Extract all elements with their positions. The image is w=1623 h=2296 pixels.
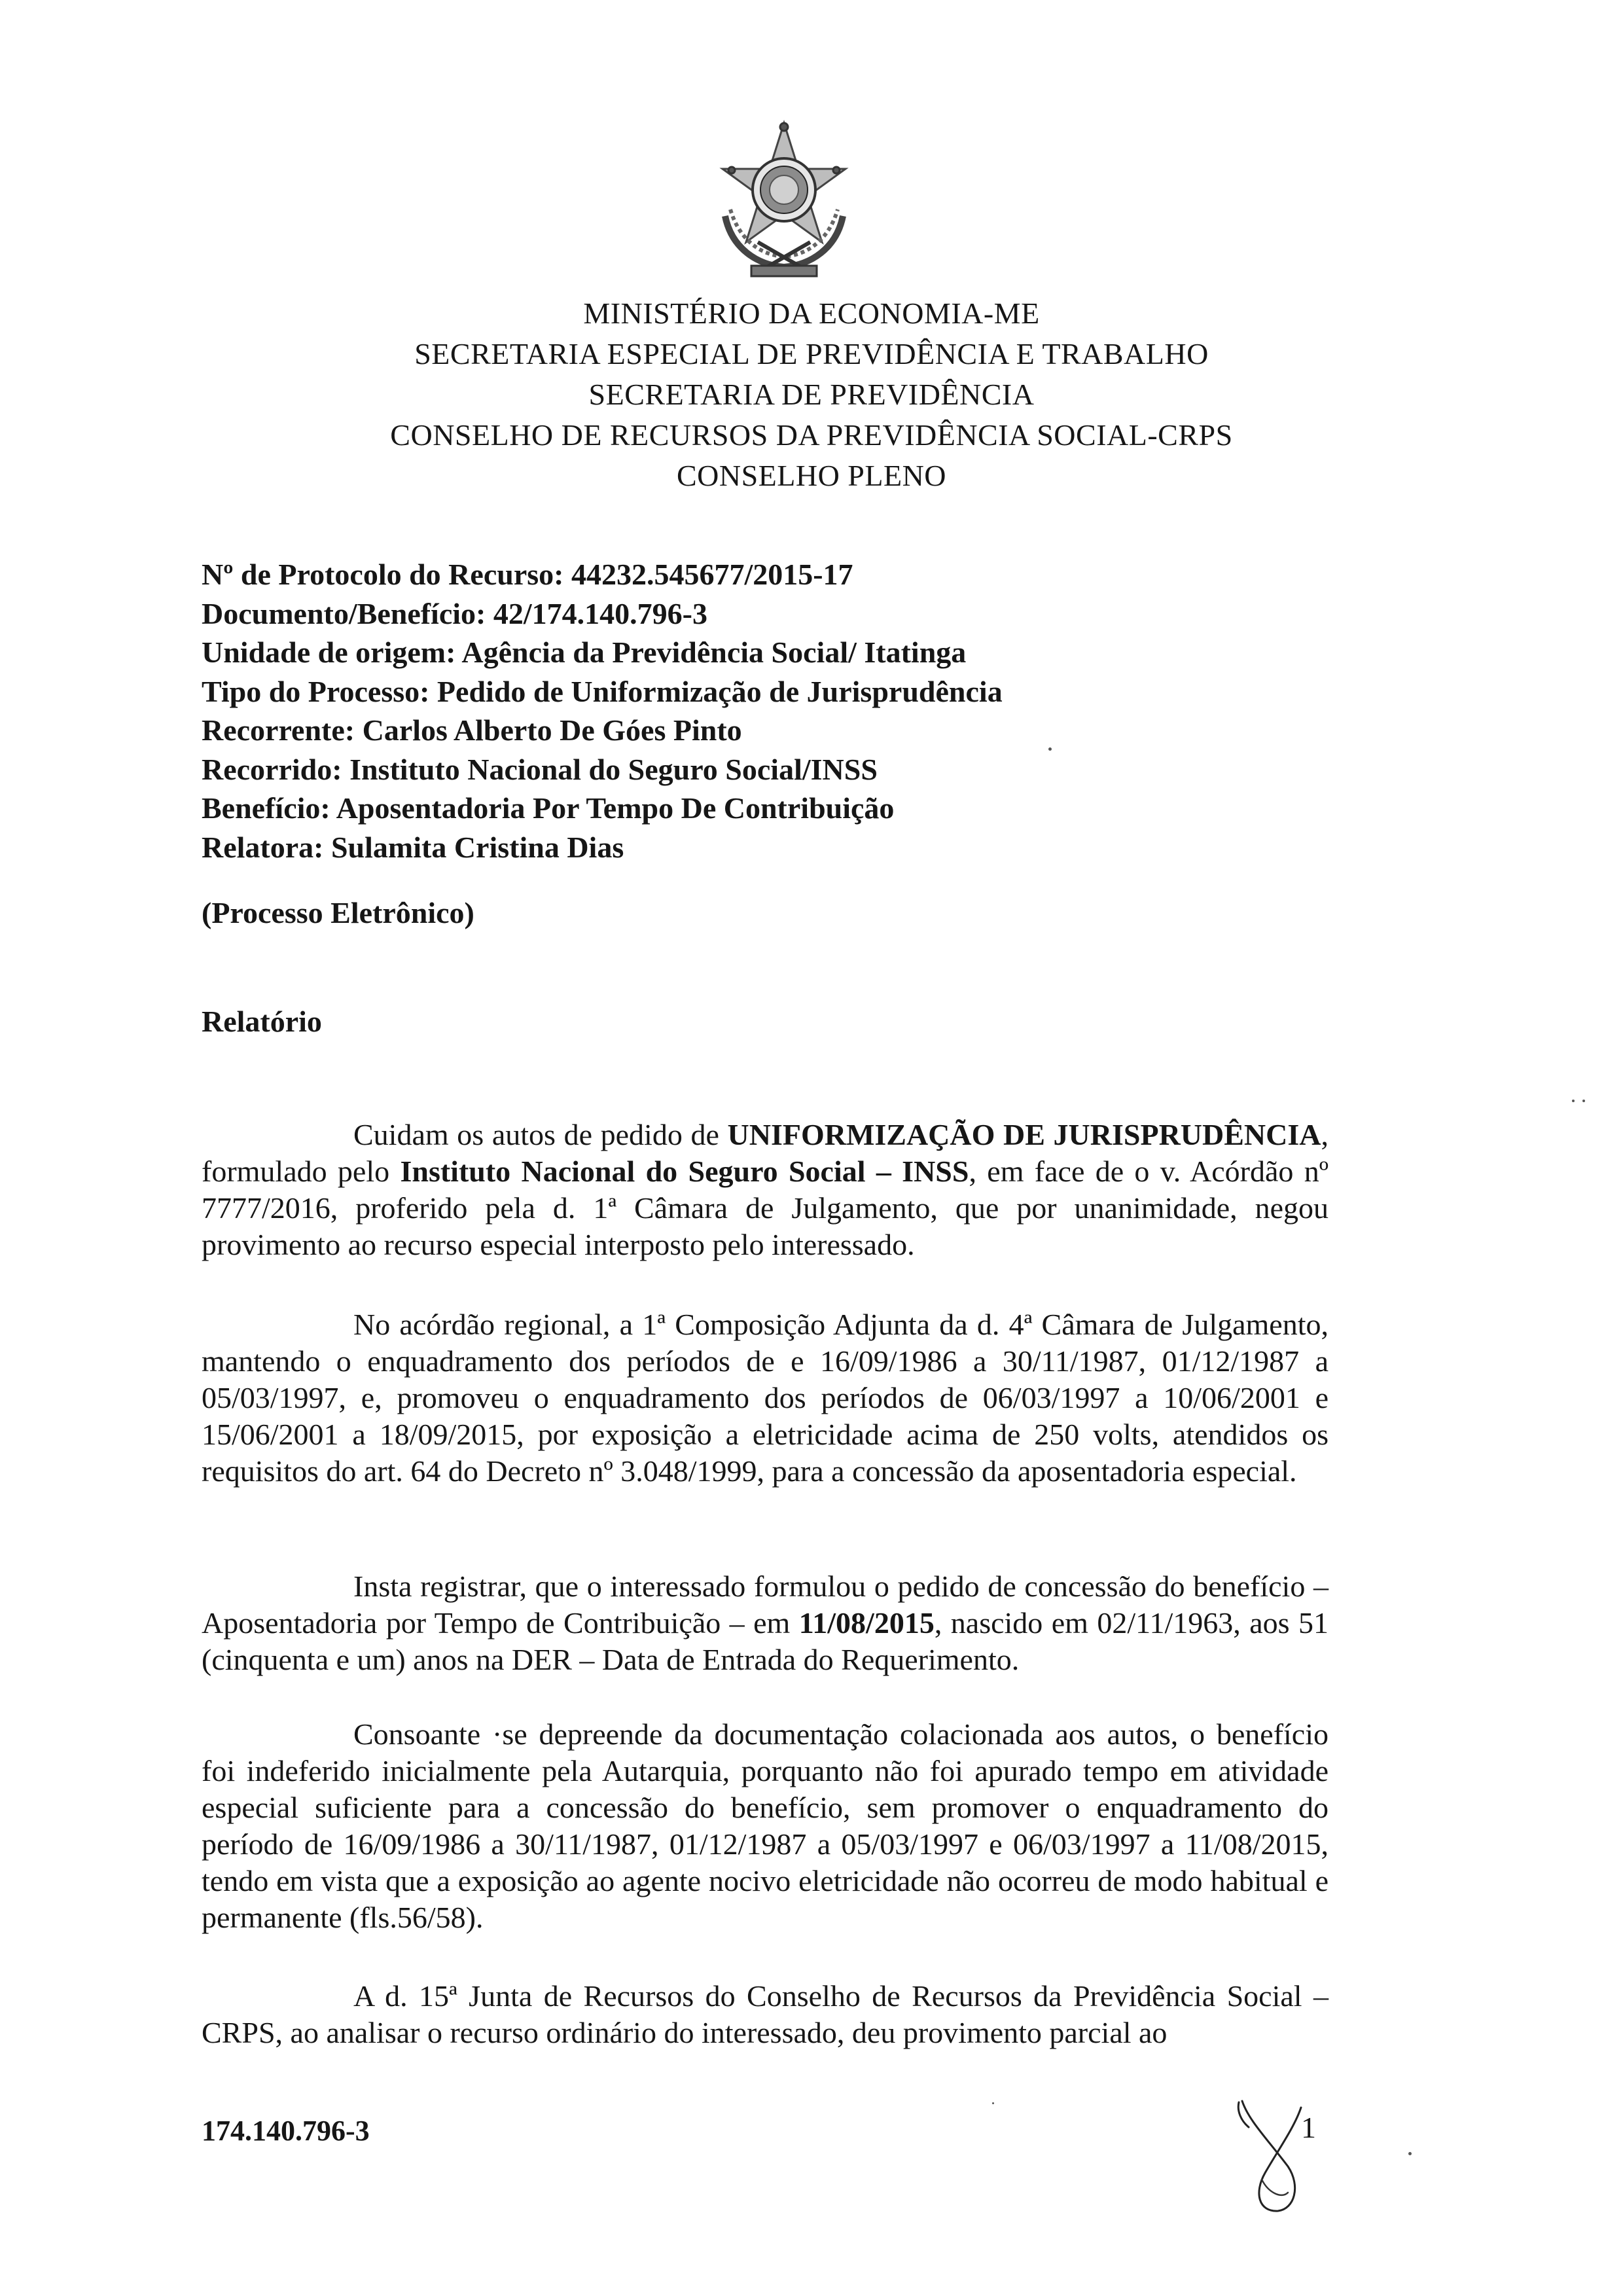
plenary-title: CONSELHO PLENO bbox=[676, 459, 947, 492]
page-number: 1 bbox=[1301, 2111, 1316, 2144]
p3-text-b: , nascido em 02/11/1963, aos 51 (cinquenta e um) anos na DER – Data de Entrada do Requerimento. bbox=[202, 1606, 1329, 1676]
rapporteur: Relatora: Sulamita Cristina Dias bbox=[202, 830, 624, 864]
protocol-number: Nº de Protocolo do Recurso: 44232.545677/2015-17 bbox=[202, 558, 853, 591]
brazil-coat-of-arms-icon bbox=[705, 118, 863, 281]
p4-text: Consoante ·se depreende da documentação colacionada aos autos, o benefício foi indeferido inicialmente pela Autarquia, porquanto não foi apurado tempo em atividade especial suficiente para a concessão do benefício, sem promover o enquadramento do período de 16/09/1986 a 30/11/1987, 01/12/1987 a 05/03/1997 e 06/03/1997 a 11/08/2015, tendo em vista que a exposição ao agente nocivo eletricidade não ocorreu de modo habitual e permanente (fls.56/58). bbox=[202, 1717, 1329, 1934]
footer-reference: 174.140.796-3 bbox=[202, 2115, 370, 2147]
document-benefit: Documento/Benefício: 42/174.140.796-3 bbox=[202, 596, 707, 630]
appellant: Recorrente: Carlos Alberto De Góes Pinto bbox=[202, 713, 742, 747]
paragraph-5 bbox=[202, 1978, 1329, 2051]
p1-text-b: , formulado pelo bbox=[202, 1118, 1329, 1188]
electronic-process-label: (Processo Eletrônico) bbox=[202, 896, 474, 929]
case-metadata bbox=[202, 555, 1445, 867]
ministry-title: MINISTÉRIO DA ECONOMIA-ME bbox=[583, 296, 1040, 330]
p1-bold-a: UNIFORMIZAÇÃO DE JURISPRUDÊNCIA bbox=[727, 1118, 1321, 1151]
scan-speck bbox=[1582, 1100, 1585, 1102]
paragraph-2 bbox=[202, 1306, 1329, 1490]
p5-text: A d. 15ª Junta de Recursos do Conselho de Recursos da Previdência Social – CRPS, ao analisar o recurso ordinário do interessado, deu provimento parcial ao bbox=[202, 1979, 1329, 2049]
handwritten-initials-icon bbox=[1222, 2094, 1314, 2219]
p1-bold-b: Instituto Nacional do Seguro Social – INSS bbox=[400, 1155, 969, 1188]
special-secretariat-title: SECRETARIA ESPECIAL DE PREVIDÊNCIA E TRABALHO bbox=[414, 337, 1209, 370]
scan-speck bbox=[992, 2102, 994, 2104]
secretariat-title: SECRETARIA DE PREVIDÊNCIA bbox=[588, 378, 1035, 411]
letterhead bbox=[196, 293, 1427, 496]
p1-text-c: , em face de o v. Acórdão nº 7777/2016, proferido pela d. 1ª Câmara de Julgamento, que por unanimidade, negou provimento ao recurso especial interposto pelo interessado. bbox=[202, 1155, 1329, 1261]
p1-text-a: Cuidam os autos de pedido de bbox=[353, 1118, 728, 1151]
p2-text: No acórdão regional, a 1ª Composição Adjunta da d. 4ª Câmara de Julgamento, mantendo o enquadramento dos períodos de e 16/09/1986 a 30/11/1987, 01/12/1987 a 05/03/1997, e, promoveu o enquadramento dos períodos de 06/03/1997 a 10/06/2001 e 15/06/2001 a 18/09/2015, por exposição a eletricidade acima de 250 volts, atendidos os requisitos do art. 64 do Decreto nº 3.048/1999, para a concessão da aposentadoria especial. bbox=[202, 1308, 1329, 1488]
scan-speck bbox=[1408, 2152, 1412, 2155]
p3-bold-date: 11/08/2015 bbox=[798, 1606, 935, 1640]
origin-unit: Unidade de origem: Agência da Previdência Social/ Itatinga bbox=[202, 636, 967, 669]
council-title: CONSELHO DE RECURSOS DA PREVIDÊNCIA SOCIAL-CRPS bbox=[390, 418, 1233, 452]
p3-text-a: Insta registrar, que o interessado formulou o pedido de concessão do benefício – Aposentadoria por Tempo de Contribuição – em bbox=[202, 1570, 1329, 1640]
paragraph-1 bbox=[202, 1117, 1329, 1263]
scan-speck bbox=[1048, 747, 1052, 751]
paragraph-4 bbox=[202, 1716, 1329, 1936]
section-title: Relatório bbox=[202, 1005, 322, 1038]
benefit-type: Benefício: Aposentadoria Por Tempo De Contribuição bbox=[202, 791, 895, 825]
paragraph-3 bbox=[202, 1568, 1329, 1678]
appellee: Recorrido: Instituto Nacional do Seguro Social/INSS bbox=[202, 752, 878, 786]
process-type: Tipo do Processo: Pedido de Uniformização de Jurisprudência bbox=[202, 674, 1003, 708]
scan-speck bbox=[1572, 1100, 1575, 1102]
